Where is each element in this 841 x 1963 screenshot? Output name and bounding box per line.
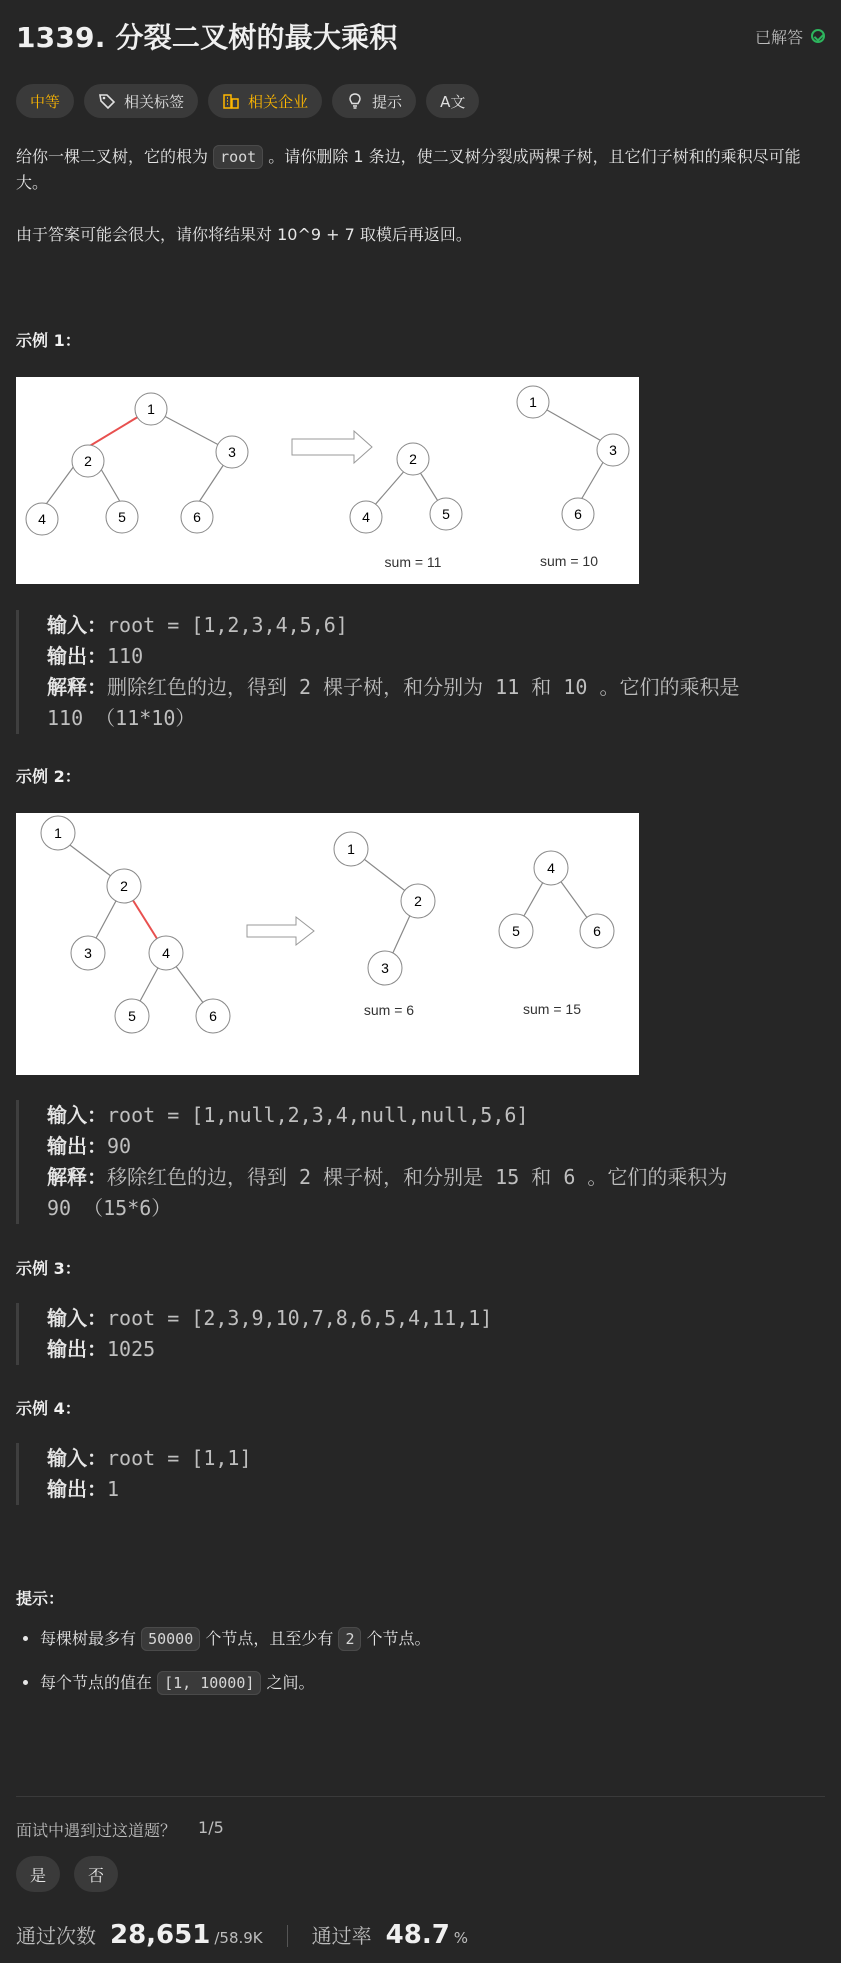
svg-text:3: 3 — [609, 442, 617, 458]
svg-text:3: 3 — [381, 960, 389, 976]
tree-node — [580, 914, 614, 948]
problem-description — [16, 144, 825, 248]
example-input: 输入：root = [1,null,2,3,4,null,null,5,6] — [47, 1103, 529, 1127]
svg-text:4: 4 — [38, 511, 46, 527]
stats-bar — [16, 1920, 468, 1950]
tree-node — [562, 498, 594, 530]
example-input: 输入：root = [1,2,3,4,5,6] — [47, 613, 348, 637]
solved-status — [755, 25, 825, 48]
constraint-text: 每个节点的值在 — [40, 1673, 158, 1692]
tree-node — [350, 501, 382, 533]
svg-text:3: 3 — [84, 945, 92, 961]
tree-node — [181, 501, 213, 533]
translate-button[interactable] — [426, 84, 479, 118]
related-tags-button[interactable] — [84, 84, 198, 118]
svg-text:6: 6 — [574, 506, 582, 522]
svg-text:4: 4 — [547, 860, 555, 876]
svg-text:4: 4 — [362, 509, 370, 525]
no-button[interactable]: 否 — [74, 1856, 118, 1892]
example-2-label: 示例 2： — [16, 767, 81, 786]
example-1-label: 示例 1： — [16, 331, 81, 350]
page-title: 1339. 分裂二叉树的最大乘积 — [16, 21, 398, 54]
sum-label: sum = 6 — [363, 1002, 415, 1018]
submissions-total: /58.9K — [214, 1929, 263, 1947]
description-text: 给你一棵二叉树，它的根为 — [16, 147, 214, 166]
example-1-figure — [16, 377, 639, 584]
difficulty-badge[interactable] — [16, 84, 74, 118]
example-output: 输出：90 — [47, 1134, 132, 1158]
tree-node — [534, 851, 568, 885]
description-text: 。请你删除 1 条边，使二叉树分裂成两棵子树，且它们子树和的乘积尽可能大。 — [16, 147, 801, 192]
interview-question-text: 面试中遇到过这道题？ — [16, 1821, 177, 1840]
related-tags-label: 相关标签 — [124, 92, 185, 111]
tree-node — [115, 999, 149, 1033]
sum-label: sum = 11 — [384, 554, 442, 570]
tree-node — [196, 999, 230, 1033]
interview-question-count: 1/5 — [198, 1818, 224, 1837]
sum-label: sum = 15 — [523, 1001, 581, 1017]
tree-node — [597, 434, 629, 466]
svg-text:2: 2 — [414, 893, 422, 909]
stats-separator — [287, 1925, 288, 1947]
interview-question — [16, 1818, 224, 1841]
acceptance-rate-value: 48.7 — [385, 1920, 450, 1950]
inline-code: root — [213, 145, 263, 169]
svg-text:1: 1 — [54, 825, 62, 841]
constraint-text: 个节点，且至少有 — [200, 1629, 339, 1648]
constraint-item — [40, 1672, 431, 1694]
example-4-label: 示例 4： — [16, 1399, 81, 1418]
svg-text:1: 1 — [147, 401, 155, 417]
constraint-item — [40, 1628, 431, 1650]
svg-text:6: 6 — [209, 1008, 217, 1024]
example-2-figure — [16, 813, 639, 1075]
acceptance-rate-label: 通过率 — [311, 1924, 372, 1948]
lightbulb-icon — [346, 92, 364, 110]
svg-text:5: 5 — [118, 509, 126, 525]
inline-code: 50000 — [141, 1627, 200, 1651]
svg-text:4: 4 — [162, 945, 170, 961]
related-companies-label: 相关企业 — [248, 92, 309, 111]
submissions-value: 28,651 — [110, 1920, 211, 1950]
constraint-text: 每棵树最多有 — [40, 1629, 142, 1648]
example-input: 输入：root = [2,3,9,10,7,8,6,5,4,11,1] — [47, 1306, 493, 1330]
solved-label: 已解答 — [754, 27, 803, 47]
check-icon — [811, 29, 825, 43]
inline-code: [1, 10000] — [157, 1671, 261, 1695]
divider — [16, 1796, 825, 1797]
tag-bar — [16, 84, 479, 118]
tree-node — [397, 443, 429, 475]
tree-node — [26, 503, 58, 535]
tree-node — [72, 445, 104, 477]
tree-node — [107, 869, 141, 903]
translate-icon: A文 — [440, 92, 466, 111]
svg-text:6: 6 — [193, 509, 201, 525]
example-input: 输入：root = [1,1] — [47, 1446, 252, 1470]
svg-text:2: 2 — [409, 451, 417, 467]
constraints-title: 提示： — [16, 1589, 65, 1608]
example-3-block — [16, 1303, 825, 1365]
tree-node — [430, 498, 462, 530]
tree-node — [216, 436, 248, 468]
svg-text:3: 3 — [228, 444, 236, 460]
inline-code: 2 — [338, 1627, 361, 1651]
description-paragraph-1 — [16, 144, 825, 196]
submissions-label: 通过次数 — [16, 1924, 96, 1948]
constraints-list — [16, 1628, 431, 1716]
description-paragraph-2: 由于答案可能会很大，请你将结果对 10^9 + 7 取模后再返回。 — [16, 225, 472, 244]
example-explanation-cont: 90 （15*6） — [47, 1196, 172, 1220]
tree-node — [41, 816, 75, 850]
svg-text:2: 2 — [84, 453, 92, 469]
example-explanation-cont: 110 （11*10） — [47, 706, 196, 730]
tree-node — [499, 914, 533, 948]
tag-icon — [98, 92, 116, 110]
example-4-block — [16, 1443, 825, 1505]
svg-text:5: 5 — [128, 1008, 136, 1024]
example-output: 输出：110 — [47, 644, 144, 668]
sum-label: sum = 10 — [540, 553, 598, 569]
example-explanation: 解释：删除红色的边，得到 2 棵子树，和分别为 11 和 10 。它们的乘积是 — [47, 675, 740, 699]
example-3-label: 示例 3： — [16, 1259, 81, 1278]
header — [16, 14, 825, 58]
arrow-icon — [292, 431, 372, 463]
svg-text:5: 5 — [512, 923, 520, 939]
tree-node — [149, 936, 183, 970]
svg-text:2: 2 — [120, 878, 128, 894]
tree-node — [71, 936, 105, 970]
example-output: 输出：1 — [47, 1477, 120, 1501]
tree-node — [368, 951, 402, 985]
interview-answer-buttons — [16, 1856, 118, 1892]
building-icon — [222, 92, 240, 110]
tree-node — [517, 386, 549, 418]
difficulty-label: 中等 — [30, 92, 61, 111]
tree-node — [135, 393, 167, 425]
constraint-text: 个节点。 — [361, 1629, 431, 1648]
example-output: 输出：1025 — [47, 1337, 156, 1361]
tree-node — [401, 884, 435, 918]
svg-text:5: 5 — [442, 506, 450, 522]
acceptance-rate-unit: % — [453, 1929, 469, 1947]
constraint-text: 之间。 — [261, 1673, 315, 1692]
yes-button[interactable]: 是 — [16, 1856, 60, 1892]
tree-node — [106, 501, 138, 533]
example-1-block — [16, 610, 825, 734]
tree-node — [334, 832, 368, 866]
hint-button[interactable] — [332, 84, 416, 118]
example-2-block — [16, 1100, 825, 1224]
arrow-icon — [247, 917, 314, 945]
svg-text:1: 1 — [529, 394, 537, 410]
svg-text:1: 1 — [347, 841, 355, 857]
svg-text:6: 6 — [593, 923, 601, 939]
example-explanation: 解释：移除红色的边，得到 2 棵子树，和分别是 15 和 6 。它们的乘积为 — [47, 1165, 728, 1189]
hint-label: 提示 — [372, 92, 403, 111]
related-companies-button[interactable] — [208, 84, 322, 118]
